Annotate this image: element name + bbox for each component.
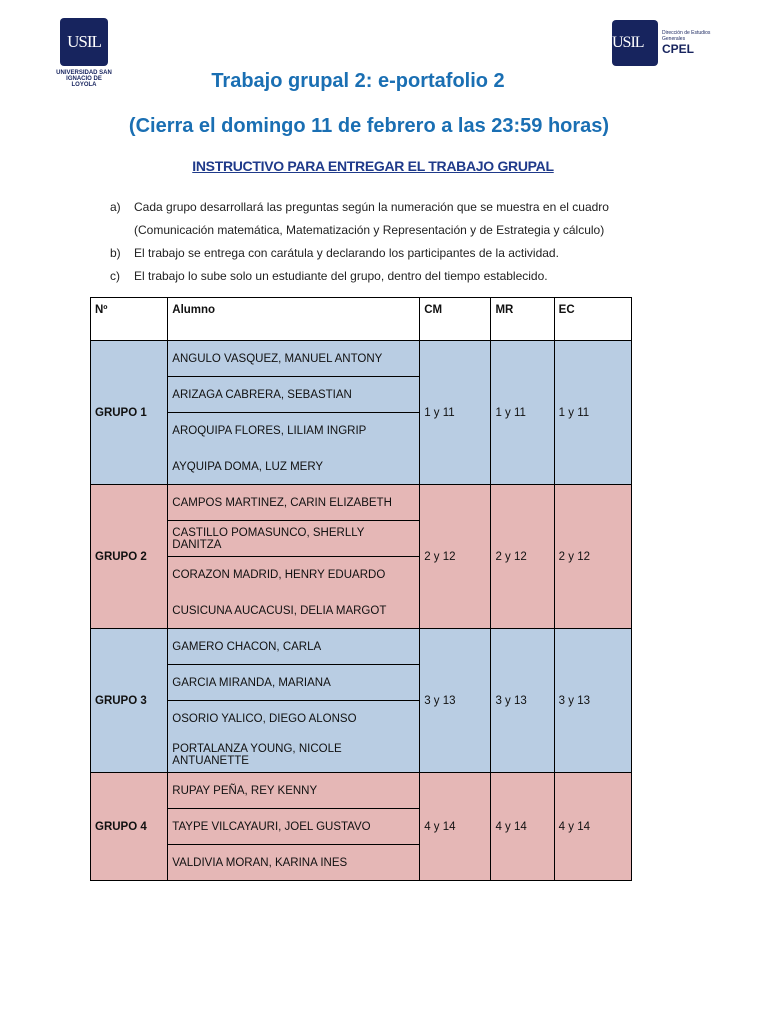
instruction-mark [110, 219, 134, 242]
student-name: AYQUIPA DOMA, LUZ MERY [168, 449, 420, 485]
group-name: GRUPO 4 [91, 773, 168, 881]
group-cm: 4 y 14 [420, 773, 491, 881]
instruction-text: Cada grupo desarrollará las preguntas según la numeración que se muestra en el cuadro [134, 200, 609, 214]
group-ec: 4 y 14 [554, 773, 631, 881]
header-number: Nº [91, 298, 168, 341]
usil-logo-mark: USIL [60, 18, 108, 66]
header-cm: CM [420, 298, 491, 341]
instruction-mark: a) [110, 200, 121, 214]
instruction-item [110, 196, 670, 219]
student-name: ANGULO VASQUEZ, MANUEL ANTONY [168, 341, 420, 377]
table-row [91, 341, 632, 377]
table-row [91, 485, 632, 521]
group-name: GRUPO 2 [91, 485, 168, 629]
table-row [91, 773, 632, 809]
group-mr: 2 y 12 [491, 485, 554, 629]
group-mr: 1 y 11 [491, 341, 554, 485]
student-name: GAMERO CHACON, CARLA [168, 629, 420, 665]
student-name: CASTILLO POMASUNCO, SHERLLY DANITZA [168, 521, 420, 557]
usil-logo-caption: UNIVERSIDAD SAN IGNACIO DE LOYOLA [56, 70, 112, 88]
student-name: VALDIVIA MORAN, KARINA INES [168, 845, 420, 881]
group-ec: 3 y 13 [554, 629, 631, 773]
group-mr: 3 y 13 [491, 629, 554, 773]
instruction-item [110, 219, 670, 242]
instruction-mark: c) [110, 269, 120, 283]
instruction-text: El trabajo lo sube solo un estudiante del grupo, dentro del tiempo establecido. [134, 269, 548, 283]
instruction-text: El trabajo se entrega con carátula y declarando los participantes de la actividad. [134, 246, 559, 260]
group-cm: 1 y 11 [420, 341, 491, 485]
student-name: CUSICUNA AUCACUSI, DELIA MARGOT [168, 593, 420, 629]
student-name: TAYPE VILCAYAURI, JOEL GUSTAVO [168, 809, 420, 845]
student-name: OSORIO YALICO, DIEGO ALONSO [168, 701, 420, 737]
table-header-row [91, 298, 632, 341]
instructions-heading: INSTRUCTIVO PARA ENTREGAR EL TRABAJO GRUPAL [192, 158, 554, 174]
instruction-item [110, 242, 670, 265]
student-name: ARIZAGA CABRERA, SEBASTIAN [168, 377, 420, 413]
instruction-item [110, 265, 670, 288]
group-mr: 4 y 14 [491, 773, 554, 881]
deadline-title: (Cierra el domingo 11 de febrero a las 23:59 horas) [128, 115, 610, 137]
group-cm: 3 y 13 [420, 629, 491, 773]
group-cm: 2 y 12 [420, 485, 491, 629]
group-ec: 2 y 12 [554, 485, 631, 629]
cpel-logo-mark: USIL [612, 20, 658, 66]
student-name: CORAZON MADRID, HENRY EDUARDO [168, 557, 420, 593]
group-ec: 1 y 11 [554, 341, 631, 485]
header-ec: EC [554, 298, 631, 341]
cpel-logo-big-text: CPEL [662, 42, 695, 56]
header-mr: MR [491, 298, 554, 341]
page-title: Trabajo grupal 2: e-portafolio 2 [211, 70, 505, 92]
group-name: GRUPO 3 [91, 629, 168, 773]
instruction-text: (Comunicación matemática, Matematización y Representación y de Estrategia y cálculo) [134, 223, 605, 237]
groups-table [90, 297, 632, 881]
student-name: PORTALANZA YOUNG, NICOLE ANTUANETTE [168, 737, 420, 773]
student-name: GARCIA MIRANDA, MARIANA [168, 665, 420, 701]
instructions-list [110, 196, 670, 288]
cpel-logo-small-text: Dirección de Estudios Generales [662, 30, 711, 42]
cpel-logo [612, 20, 718, 66]
group-name: GRUPO 1 [91, 341, 168, 485]
student-name: RUPAY PEÑA, REY KENNY [168, 773, 420, 809]
header-student: Alumno [168, 298, 420, 341]
student-name: CAMPOS MARTINEZ, CARIN ELIZABETH [168, 485, 420, 521]
student-name: AROQUIPA FLORES, LILIAM INGRIP [168, 413, 420, 449]
instruction-mark: b) [110, 246, 121, 260]
table-row [91, 629, 632, 665]
